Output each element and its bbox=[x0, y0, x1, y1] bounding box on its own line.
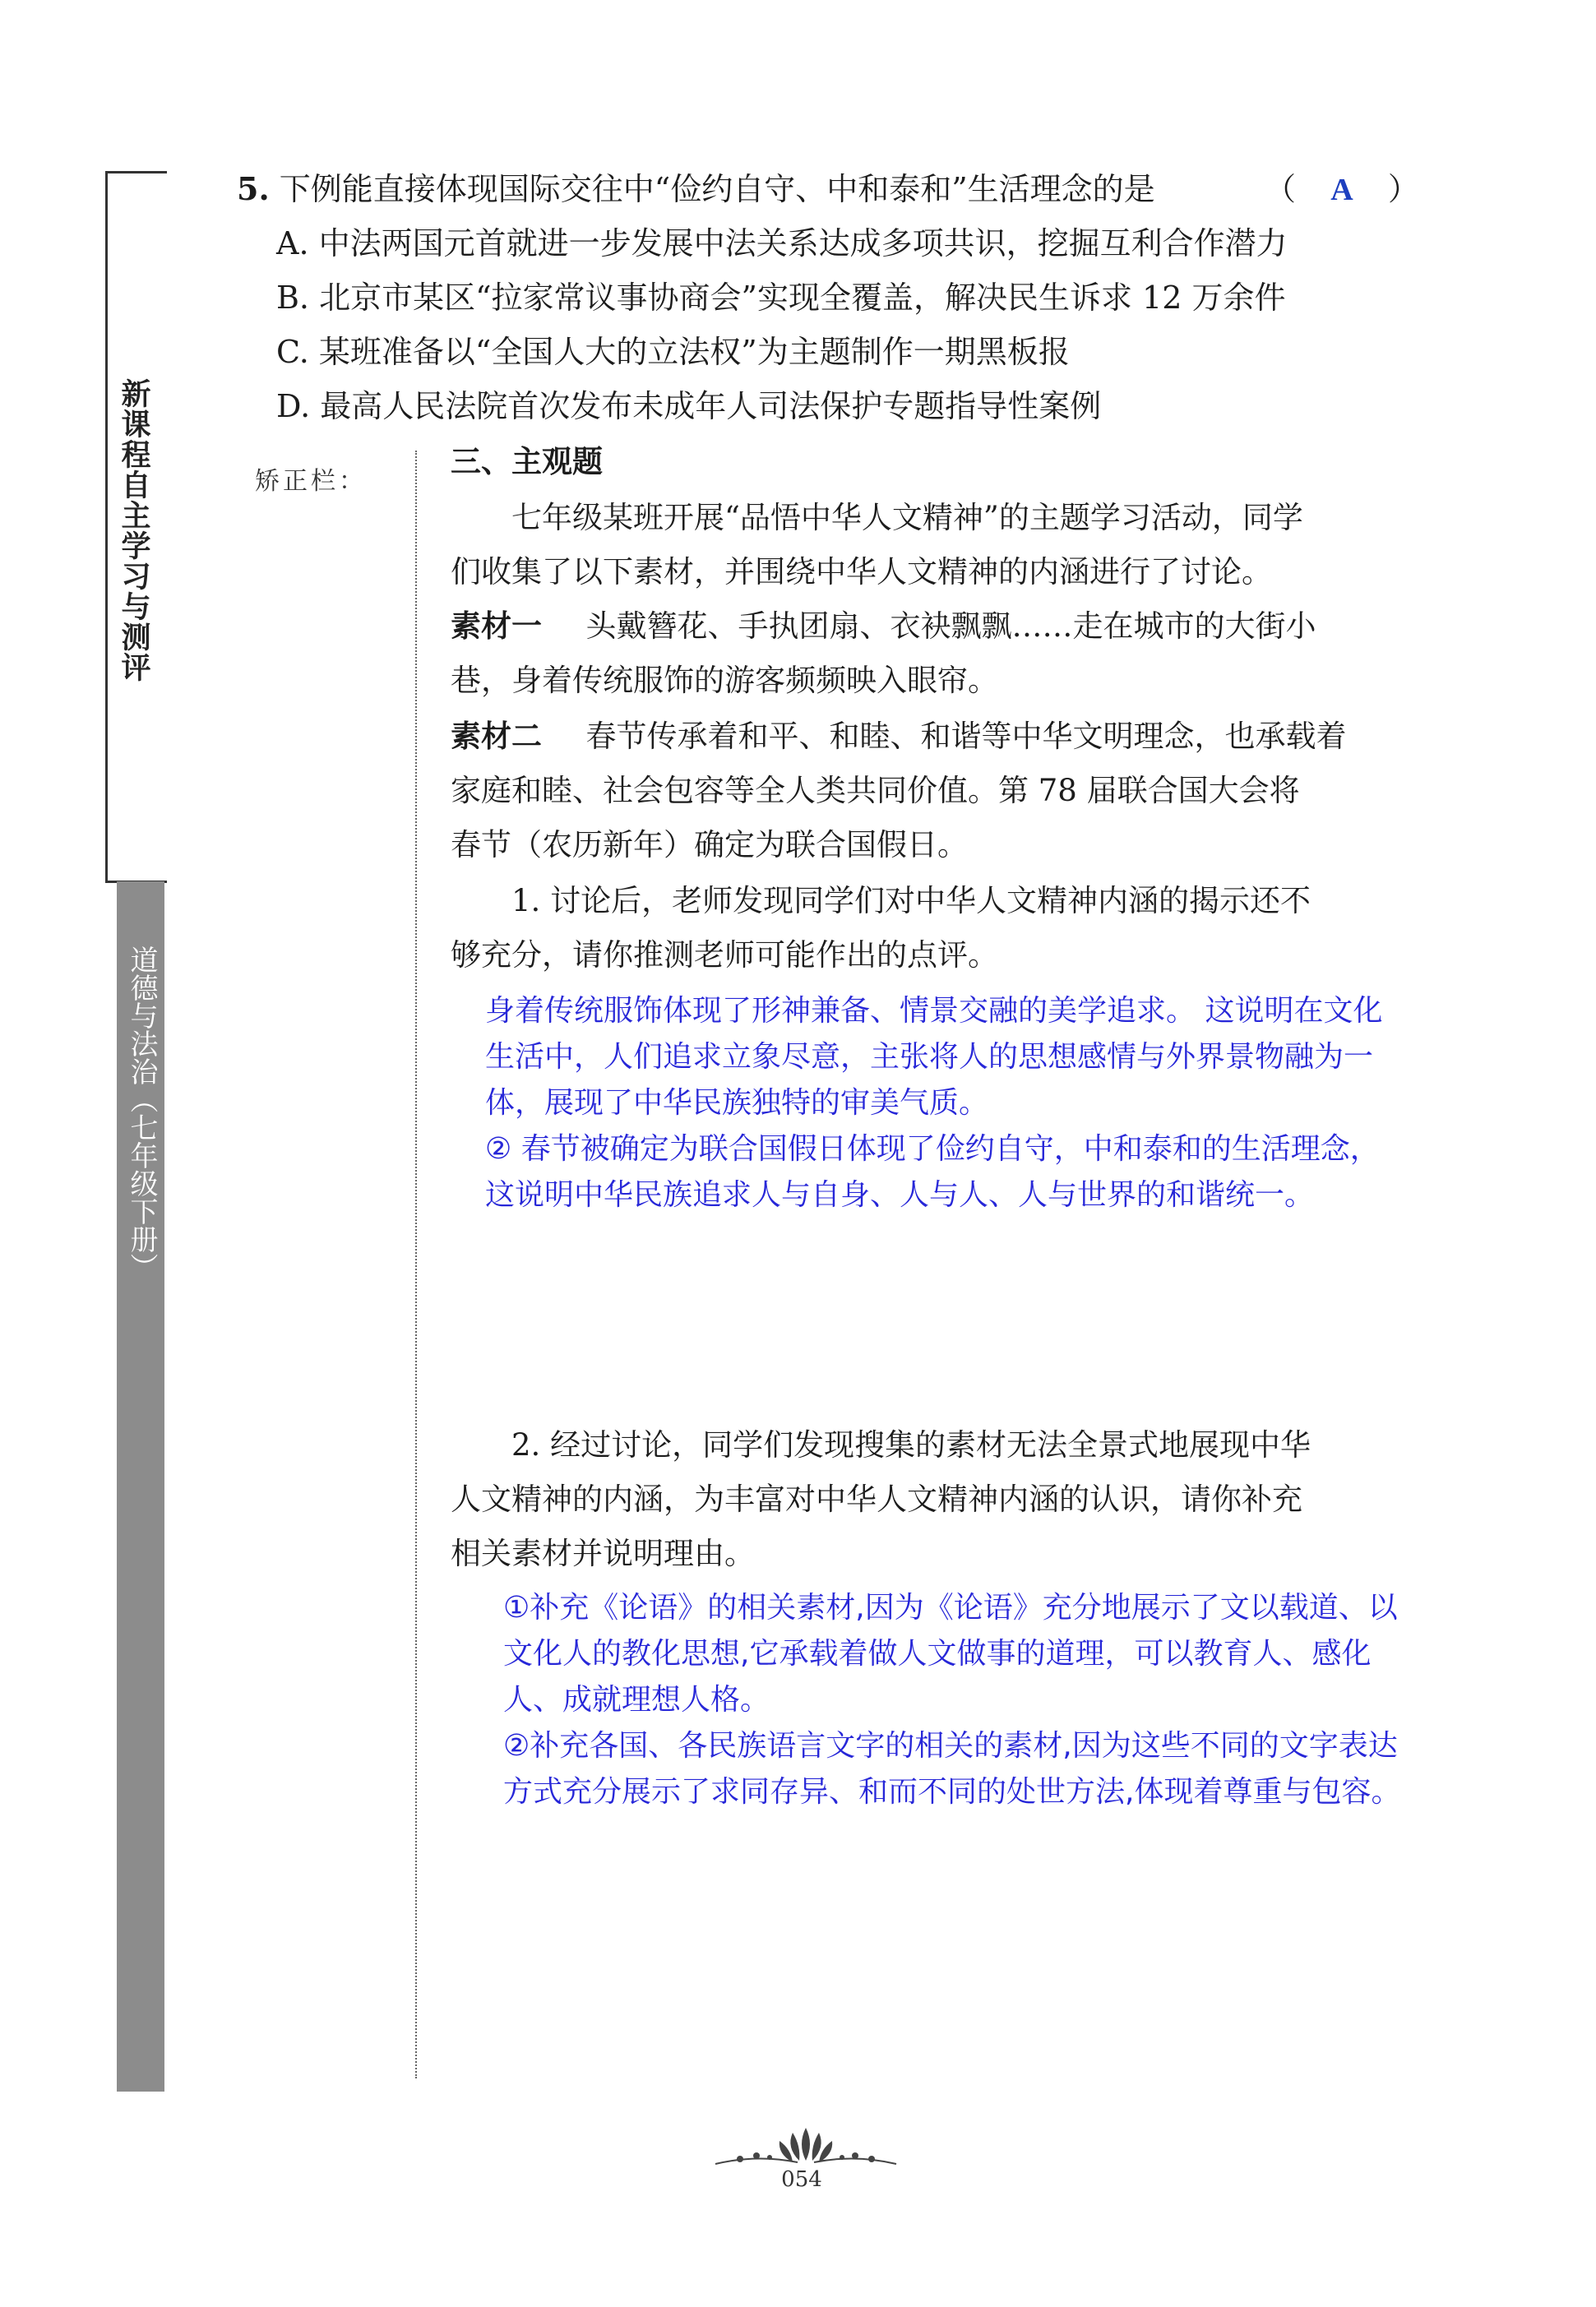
q2-answer-line-5: 方式充分展示了求同存异、和而不同的处世方法,体现着尊重与包容。 bbox=[503, 1775, 1401, 1809]
correction-divider bbox=[415, 451, 417, 2078]
intro-line-1: 七年级某班开展“品悟中华人文精神”的主题学习活动，同学 bbox=[511, 500, 1303, 535]
q2-line-3: 相关素材并说明理由。 bbox=[451, 1536, 755, 1571]
option-a: A. 中法两国元首就进一步发展中法关系达成多项共识，挖掘互利合作潜力 bbox=[276, 225, 1288, 261]
q2-answer-line-4: ②补充各国、各民族语言文字的相关的素材,因为这些不同的文字表达 bbox=[503, 1729, 1398, 1763]
q1-answer-line-5: 这说明中华民族追求人与自身、人与人、人与世界的和谐统一。 bbox=[485, 1178, 1315, 1212]
option-b: B. 北京市某区“拉家常议事协商会”实现全覆盖，解决民生诉求 12 万余件 bbox=[276, 280, 1286, 316]
intro-line-2: 们收集了以下素材，并围绕中华人文精神的内涵进行了讨论。 bbox=[451, 554, 1272, 589]
correction-label: 矫正栏： bbox=[255, 467, 367, 496]
q1-answer-line-2: 生活中，人们追求立象尽意，主张将人的思想感情与外界景物融为一 bbox=[485, 1040, 1374, 1074]
material-1-line-1: 头戴簪花、手执团扇、衣袂飘飘……走在城市的大街小 bbox=[585, 608, 1316, 644]
material-2-line-2: 家庭和睦、社会包容等全人类共同价值。第 78 届联合国大会将 bbox=[451, 773, 1300, 808]
material-2-label: 素材二 bbox=[451, 719, 542, 754]
question-stem: 下例能直接体现国际交往中“俭约自守、中和泰和”生活理念的是 bbox=[279, 171, 1155, 207]
q2-line-2: 人文精神的内涵，为丰富对中华人文精神内涵的认识，请你补充 bbox=[451, 1482, 1302, 1517]
page-number: 054 bbox=[781, 2167, 822, 2192]
material-1 bbox=[451, 607, 1316, 646]
series-title: 新课程自主学习与测评 bbox=[117, 378, 150, 682]
subject-title: 道德与法治（七年级下册） bbox=[125, 945, 158, 1281]
q1-line-2: 够充分，请你推测老师可能作出的点评。 bbox=[451, 937, 998, 973]
section-heading: 三、主观题 bbox=[451, 444, 603, 479]
answer-bracket bbox=[1265, 169, 1419, 210]
material-2-line-1: 春节传承着和平、和睦、和谐等中华文明理念，也承载着 bbox=[585, 719, 1347, 754]
q1-line-1: 1. 讨论后，老师发现同学们对中华人文精神内涵的揭示还不 bbox=[511, 883, 1311, 918]
question-5 bbox=[237, 169, 1155, 209]
bracket-close: ） bbox=[1387, 171, 1419, 207]
q2-line-1: 2. 经过讨论，同学们发现搜集的素材无法全景式地展现中华 bbox=[511, 1427, 1311, 1463]
selected-answer: A bbox=[1330, 173, 1353, 207]
q1-answer-line-4: ② 春节被确定为联合国假日体现了俭约自守，中和泰和的生活理念， bbox=[485, 1132, 1380, 1166]
option-c: C. 某班准备以“全国人大的立法权”为主题制作一期黑板报 bbox=[276, 334, 1070, 370]
material-1-label: 素材一 bbox=[451, 608, 542, 644]
question-number: 5. bbox=[237, 170, 270, 207]
option-d: D. 最高人民法院首次发布未成年人司法保护专题指导性案例 bbox=[276, 388, 1102, 424]
bracket-open: （ bbox=[1265, 171, 1297, 207]
q1-answer-line-1: 身着传统服饰体现了形神兼备、情景交融的美学追求。 这说明在文化 bbox=[485, 994, 1383, 1028]
q1-answer-line-3: 体，展现了中华民族独特的审美气质。 bbox=[485, 1086, 989, 1120]
q2-answer-line-1: ①补充《论语》的相关素材,因为《论语》充分地展示了文以载道、以 bbox=[503, 1591, 1398, 1625]
material-2-line-3: 春节（农历新年）确定为联合国假日。 bbox=[451, 827, 968, 862]
material-1-line-2: 巷，身着传统服饰的游客频频映入眼帘。 bbox=[451, 663, 998, 698]
material-2 bbox=[451, 717, 1347, 756]
q2-answer-line-2: 文化人的教化思想,它承载着做人文做事的道理，可以教育人、感化 bbox=[503, 1637, 1372, 1671]
q2-answer-line-3: 人、成就理想人格。 bbox=[503, 1683, 770, 1717]
